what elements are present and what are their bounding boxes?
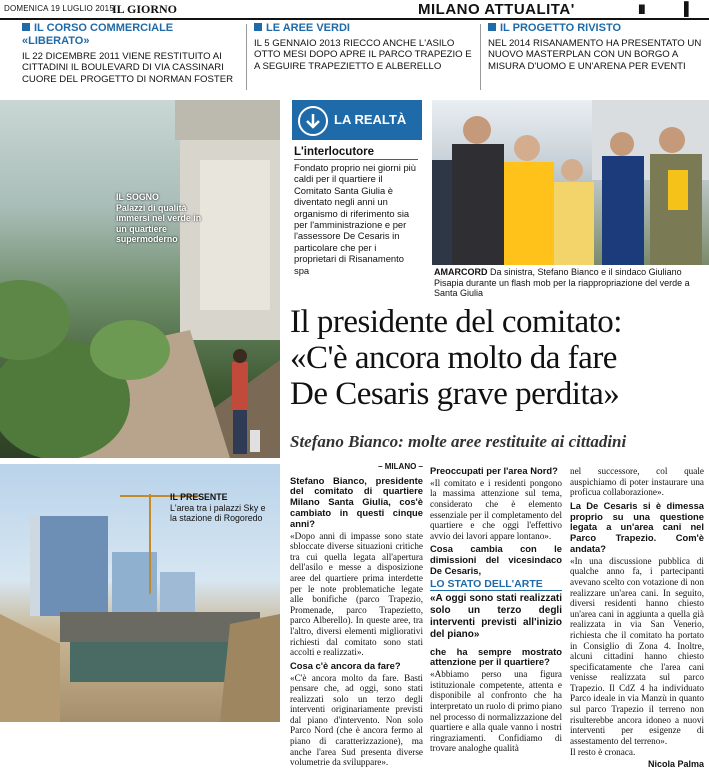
square-bullet-icon	[488, 23, 496, 31]
pullquote-title: LO STATO DELL'ARTE	[430, 579, 562, 592]
interview-answer: nel successore, col quale auspichiamo di poter instaurare una proficua collaborazione».	[570, 466, 704, 498]
caption-text: Palazzi di qualità immersi nel verde in un quartiere supermoderno	[116, 202, 202, 244]
timeline-text: IL 22 DICEMBRE 2011 VIENE RESTITUITO AI CITTADINI IL BOULEVARD DI VIA CASSINARI CUORE DEL PROGETTO DI NORMAN FOSTER	[22, 51, 234, 85]
dateline: – MILANO –	[378, 462, 423, 471]
page-marks: III	[638, 1, 644, 17]
interview-answer: «In una discussione pubblica di qualche anno fa, i partecipanti avevano scelto con votazione di non realizzare un'area cani. In seguito, diversi residenti hanno chiesto un'area cani in aggiunta a quella già realizzata in via San Venerio, richiesta che il comitato ha portato in Consiglio di Zona 4. Inoltre, alcuni cittadini hanno chiesto specificatamente che l'area cani venisse realizzata sul parco Trapezio. Il CdZ 4 ha individuato Parco ideale in via Manzù in quanto sul parco Trapezio il terreno non risulterebbe ancora idoneo a nuovi interventi per esigenze di assestamento del terreno».	[570, 555, 704, 746]
pullquote-text: «A oggi sono stati realizzati solo un terzo degli interventi previsti all'inizio del piano»	[430, 593, 562, 640]
caption-key: AMARCORD	[434, 267, 488, 277]
amarcord-caption	[434, 267, 706, 299]
timeline-title: IL CORSO COMMERCIALE «LIBERATO»	[22, 22, 174, 47]
timeline-box-2	[254, 22, 474, 94]
photo-flashmob	[432, 100, 709, 265]
headline	[290, 304, 709, 412]
headline-line: «C'è ancora molto da fare	[290, 340, 617, 376]
byline: Nicola Palma	[647, 759, 704, 770]
interview-answer: «Abbiamo perso una figura istituzionale competente, attenta e disponibile al confronto che ha interpretato un ruolo di primo piano nel processo di normalizzazione del quartiere e alla quale vanno i nostri ringraziamenti. Confidiamo di trovare analoghe qualità	[430, 669, 562, 754]
interview-question: Stefano Bianco, presidente del comitato di quartiere Milano Santa Giulia, cos'è cambiato in questi cinque anni?	[290, 474, 423, 529]
headline-line: Il presidente del comitato:	[290, 304, 622, 340]
caption-text: L'area tra i palazzi Sky e la stazione di Rogoredo	[170, 502, 266, 523]
interview-answer: «C'è ancora molto da fare. Basti pensare che, ad oggi, sono stati realizzati solo un terzo degli interventi originariamente previsti dal piano d'intervento. Non solo Parco Nord (che è ancora fermo al piano di caratterizzazione), ma anche l'area Sud presenta diverse volumetrie da sviluppare».	[290, 672, 423, 768]
article-column-3	[570, 466, 704, 770]
interview-answer: «Il comitato e i residenti pongono la massima attenzione sul tema, considerato che è elemento essenziale per il completamento del quartiere e che oggi l'effettivo avvio dei lavori appare lontano».	[430, 477, 562, 541]
caption-key: IL PRESENTE	[170, 492, 228, 502]
photo-rendering	[0, 100, 280, 458]
realta-badge	[292, 100, 422, 140]
article-column-2	[430, 466, 562, 755]
timeline-box-1	[22, 22, 240, 94]
timeline-title: LE AREE VERDI	[266, 22, 350, 34]
divider	[246, 24, 247, 90]
page-number-icon: ▌	[684, 1, 694, 16]
timeline-box-3	[488, 22, 703, 94]
section-title: MILANO ATTUALITA'	[418, 1, 575, 18]
interview-answer: «Dopo anni di impasse sono state sbloccate diverse situazioni critiche tra cui quella legata all'apertura dell'asilo e messe a disposizione aree del quartiere prima interdette per le note problematiche legate alle bonifiche (parco Trapezio, Promenade, parco Trapezietto, parco Alberello). In queste aree, tra l'altro, diversi elementi migliorativi richiesti dal comitato sono stati accolti e realizzati».	[290, 530, 423, 658]
square-bullet-icon	[22, 23, 30, 31]
divider	[480, 24, 481, 90]
subheadline: Stefano Bianco: molte aree restituite ai cittadini	[290, 432, 627, 451]
realta-label: LA REALTÀ	[334, 112, 407, 127]
masthead-bar	[0, 0, 709, 20]
interview-question: che ha sempre mostrato attenzione per il quartiere?	[430, 645, 562, 668]
timeline-text: NEL 2014 RISANAMENTO HA PRESENTATO UN NUOVO MASTERPLAN CON UN BORGO A MISURA D'UOMO E UN'ARENA PER EVENTI	[488, 38, 702, 72]
interview-question: Cosa c'è ancora da fare?	[290, 659, 401, 671]
interview-question: Cosa cambia con le dimissioni del vicesindaco De Cesaris,	[430, 543, 562, 576]
interview-question: La De Cesaris si è dimessa proprio su una questione legata a un'area cani nel Parco Trapezio. Com'è andata?	[570, 499, 704, 554]
article-ending: Il resto è cronaca.	[570, 747, 636, 758]
interview-question: Preoccupati per l'area Nord?	[430, 465, 558, 476]
timeline-text: IL 5 GENNAIO 2013 RIECCO ANCHE L'ASILO OTTO MESI DOPO APRE IL PARCO TRAPEZIO E A SEGUIRE TRAPEZIETTO E ALBERELLO	[254, 38, 472, 72]
photo-construction	[0, 464, 280, 722]
rendering-illustration	[0, 100, 280, 458]
flashmob-illustration	[432, 100, 709, 265]
arrow-down-icon	[298, 106, 328, 136]
sidebar-title: L'interlocutore	[294, 146, 418, 160]
headline-line: De Cesaris grave perdita»	[290, 376, 620, 412]
caption-text: Da sinistra, Stefano Bianco e il sindaco Giuliano Pisapia durante un flash mob per la riappropriazione del verde a Santa Giulia	[434, 267, 690, 299]
sidebar-body: Fondato proprio nei giorni più caldi per il quartiere il Comitato Santa Giulia è diventato negli anni un organismo di riferimento sia per l'amministrazione e per l'assessore De Cesaris in particolare che per i proprietari di Risanamento spa	[294, 162, 416, 276]
sidebar-box	[294, 146, 418, 276]
square-bullet-icon	[254, 23, 262, 31]
newspaper-logo: IL GIORNO	[112, 2, 178, 16]
timeline-title: IL PROGETTO RIVISTO	[500, 22, 622, 34]
issue-date: DOMENICA 19 LUGLIO 2015	[4, 4, 114, 13]
caption-key: IL SOGNO	[116, 192, 159, 202]
article-column-1	[290, 462, 423, 769]
